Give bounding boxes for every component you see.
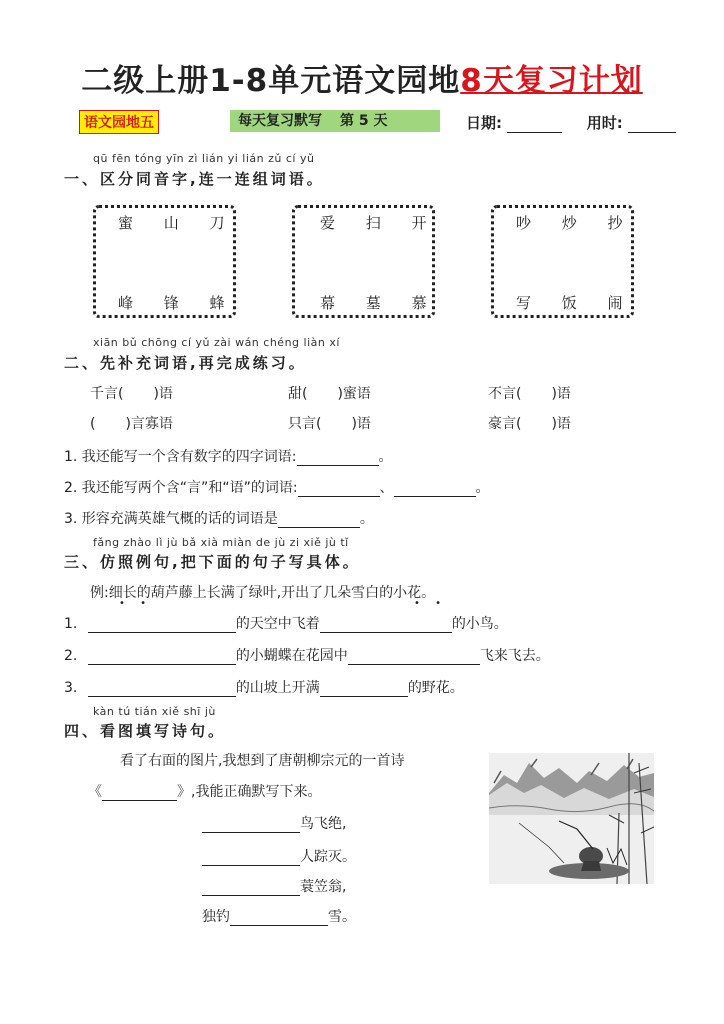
l3-blank-1[interactable] — [88, 696, 236, 697]
time-field[interactable] — [628, 132, 676, 133]
l3-blank-2[interactable] — [320, 696, 408, 697]
unit-tag: 语文园地五 — [79, 110, 159, 134]
poem-blank-1[interactable] — [202, 832, 300, 833]
example-dots-2: • • — [414, 598, 447, 609]
s4-intro-1: 看了右面的图片,我想到了唐朝柳宗元的一首诗 — [120, 753, 405, 769]
s2-question-3 — [64, 508, 374, 528]
box2-top: 爱 扫 开 — [320, 214, 440, 232]
idiom-5-post: )语 — [351, 416, 371, 432]
s3-example: 例:细长的葫芦藤上长满了绿叶,开出了几朵雪白的小花。 — [90, 585, 436, 601]
time-label: 用时: — [586, 114, 623, 132]
box3-top: 吵 炒 抄 — [516, 214, 636, 232]
l1-blank-2[interactable] — [320, 632, 452, 633]
q3-end: 。 — [359, 511, 374, 527]
idiom-4[interactable] — [90, 413, 173, 433]
date-label: 日期: — [466, 114, 502, 132]
l3-num: 3. — [64, 680, 78, 696]
idiom-1[interactable] — [90, 383, 173, 403]
idiom-4-pre: ( — [90, 416, 96, 432]
idiom-3-pre: 不言( — [488, 386, 522, 402]
l2-num: 2. — [64, 648, 78, 664]
daily-tag-day: 第 5 天 — [340, 113, 388, 129]
date-field[interactable] — [507, 132, 562, 133]
date-time-fields — [466, 112, 676, 133]
idiom-3-post: )语 — [551, 386, 571, 402]
daily-tag — [230, 110, 440, 132]
poem1-text: 鸟飞绝, — [300, 816, 347, 832]
idiom-6[interactable] — [488, 413, 571, 433]
poem4-pre: 独钓 — [202, 909, 230, 925]
q2-text: 2. 我还能写两个含“言”和“语”的词语: — [64, 480, 298, 496]
idiom-6-pre: 豪言( — [488, 416, 522, 432]
l3-end: 的野花。 — [407, 680, 464, 696]
l1-end: 的小鸟。 — [451, 616, 508, 632]
q1-blank[interactable] — [297, 465, 379, 466]
s2-question-1 — [64, 446, 393, 466]
q2-blank-2[interactable] — [394, 496, 476, 497]
q2-end: 。 — [475, 480, 490, 496]
idiom-6-post: )语 — [551, 416, 571, 432]
q3-blank[interactable] — [278, 527, 360, 528]
s4-intro-2 — [88, 781, 321, 801]
char-box-3[interactable] — [491, 205, 634, 318]
q2-mid: 、 — [379, 480, 394, 496]
poem3-text: 蓑笠翁, — [300, 879, 347, 895]
title-highlight: 8天复习计划 — [460, 63, 643, 99]
idiom-2-post: )蜜语 — [337, 386, 371, 402]
intro-close: 》,我能正确默写下来。 — [177, 784, 322, 800]
poem-line-2 — [202, 846, 356, 866]
idiom-5-pre: 只言( — [288, 416, 322, 432]
snow-fisherman-illustration — [489, 753, 654, 884]
char-box-1[interactable] — [93, 205, 236, 318]
poem-blank-2[interactable] — [202, 865, 300, 866]
s3-line-1 — [64, 613, 508, 633]
q1-text: 1. 我还能写一个含有数字的四字词语: — [64, 449, 297, 465]
s4-heading: 四、看图填写诗句。 — [64, 722, 227, 740]
example-dots-1: • • — [119, 598, 152, 609]
s3-line-3 — [64, 677, 464, 697]
l2-blank-1[interactable] — [88, 664, 236, 665]
s2-question-2 — [64, 477, 490, 497]
poem-blank-4[interactable] — [230, 925, 328, 926]
box1-bottom: 峰 锋 蜂 — [118, 294, 238, 312]
idiom-4-post: )言寡语 — [125, 416, 173, 432]
l1-num: 1. — [64, 616, 78, 632]
idiom-3[interactable] — [488, 383, 571, 403]
s2-pinyin: xiān bǔ chōng cí yǔ zài wán chéng liàn xí — [93, 336, 340, 349]
page-title — [0, 55, 724, 100]
box3-bottom: 写 饭 闹 — [516, 294, 636, 312]
poem-line-4 — [202, 906, 356, 926]
l1-mid: 的天空中飞着 — [235, 616, 320, 632]
q3-text: 3. 形容充满英雄气概的话的词语是 — [64, 511, 278, 527]
q1-end: 。 — [378, 449, 393, 465]
box2-bottom: 幕 墓 慕 — [320, 294, 440, 312]
poem-line-1 — [202, 813, 346, 833]
l2-end: 飞来飞去。 — [479, 648, 550, 664]
l3-mid: 的山坡上开满 — [235, 680, 320, 696]
idiom-1-post: )语 — [153, 386, 173, 402]
s3-line-2 — [64, 645, 550, 665]
l2-blank-2[interactable] — [348, 664, 480, 665]
title-main: 二级上册1-8单元语文园地 — [81, 63, 461, 99]
poem-title-blank[interactable] — [102, 800, 177, 801]
poem2-text: 人踪灭。 — [300, 849, 356, 865]
daily-tag-label: 每天复习默写 — [238, 113, 322, 129]
poem4-post: 雪。 — [328, 909, 356, 925]
s3-heading: 三、仿照例句,把下面的句子写具体。 — [64, 553, 361, 571]
intro-open: 《 — [88, 784, 102, 800]
s3-pinyin: fǎng zhào lì jù bǎ xià miàn de jù zi xiě jù tǐ — [93, 536, 349, 549]
s2-heading: 二、先补充词语,再完成练习。 — [64, 354, 307, 372]
s1-heading: 一、区分同音字,连一连组词语。 — [64, 170, 325, 188]
box1-top: 蜜 山 刀 — [118, 214, 238, 232]
s1-pinyin: qū fēn tóng yīn zì lián yi lián zǔ cí yǔ — [93, 152, 315, 165]
poem-line-3 — [202, 876, 346, 896]
char-box-2[interactable] — [292, 205, 440, 318]
poem-blank-3[interactable] — [202, 895, 300, 896]
l2-mid: 的小蝴蝶在花园中 — [235, 648, 348, 664]
idiom-1-pre: 千言( — [90, 386, 124, 402]
idiom-5[interactable] — [288, 413, 371, 433]
s4-pinyin: kàn tú tián xiě shī jù — [93, 705, 216, 718]
l1-blank-1[interactable] — [88, 632, 236, 633]
idiom-2[interactable] — [288, 383, 371, 403]
idiom-2-pre: 甜( — [288, 386, 308, 402]
q2-blank-1[interactable] — [298, 496, 380, 497]
